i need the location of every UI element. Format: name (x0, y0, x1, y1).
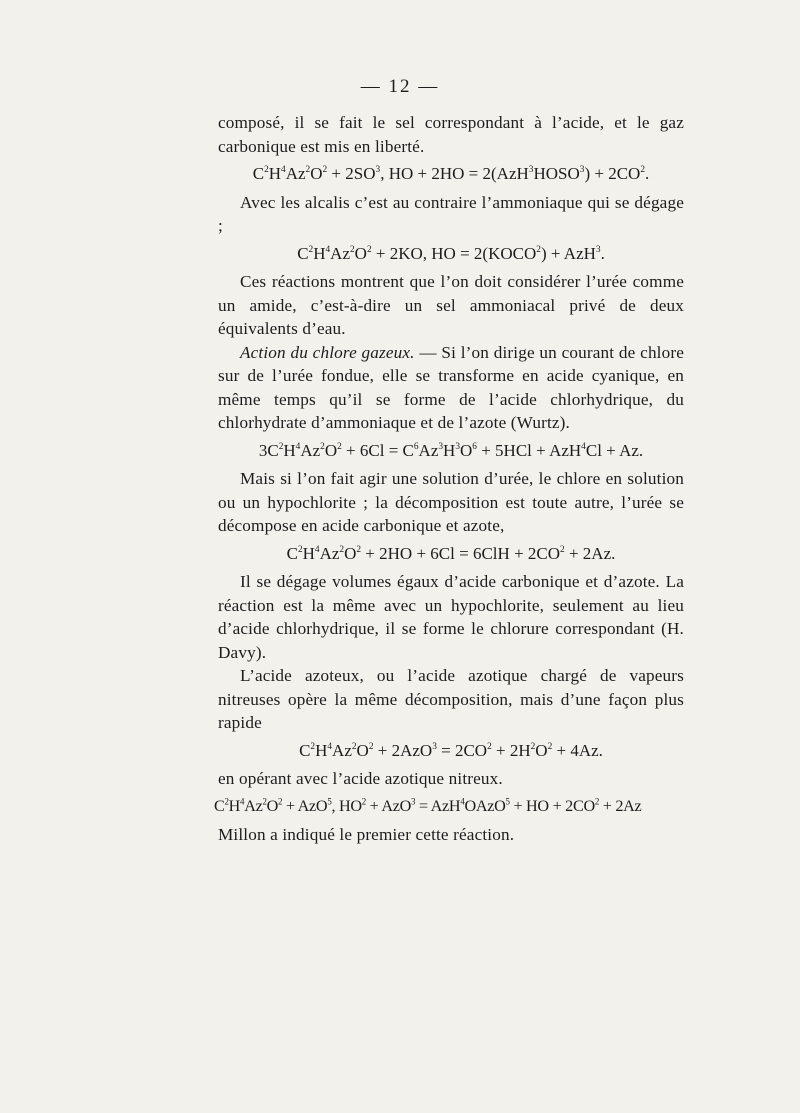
text-block (214, 111, 685, 847)
paragraph-7: L’acide azoteux, ou l’acide azotique chargé de vapeurs nitreuses opère la même décomposition, mais d’une façon plus rapide (218, 666, 684, 732)
paragraph-8: en opérant avec l’acide azotique nitreux. (218, 769, 503, 788)
paragraph-5: Mais si l’on fait agir une solution d’urée, le chlore en solution ou un hypochlorite ; la décomposition est toute autre, l’urée se décompose en acide carbonique et azote, (218, 469, 684, 535)
section-heading: Action du chlore gazeux. (240, 342, 415, 362)
equation-4: $C^2H^4Az^2O^2 + 2HO + 6Cl = 6ClH + 2CO^2 + 2Az$. (286, 543, 616, 563)
equation-3: $3C^2H^4Az^2O^2 + 6Cl = C^6Az^3H^3O^6 + 5HCl + AzH^4Cl + Az$. (258, 440, 644, 460)
paragraph-2: Avec les alcalis c’est au contraire l’ammoniaque qui se dégage ; (218, 192, 684, 235)
equation-1: $C^2H^4Az^2O^2 + 2SO^3$, HO + 2HO = 2(AzH$^3$HOSO$^3$) + $2CO^2$. (252, 164, 650, 183)
equation-5: $C^2H^4Az^2O^2 + 2AzO^3 = 2CO^2 + 2H^2O^2 + 4Az$. (299, 740, 603, 760)
page-number: — 12 — (360, 76, 440, 97)
paragraph-4 (218, 341, 684, 435)
paragraph-6: Il se dégage volumes égaux d’acide carbonique et d’azote. La réaction est la même avec un hypochlorite, seulement au lieu d’acide chlorhydrique, il se forme le chlorure correspondant (H. Davy). (218, 572, 684, 662)
paragraph-4-text: — Si l’on dirige un courant de chlore sur de l’urée fondue, elle se transforme en acide cyanique, en même temps qu’il se forme de l’acide chlorhydrique, du chlorhydrate d’ammoniaque et de l’azote (Wurtz). (218, 342, 685, 432)
paragraph-9: Millon a indiqué le premier cette réaction. (218, 825, 515, 844)
paragraph-1: composé, il se fait le sel correspondant à l’acide, et le gaz carbonique est mis en liberté. (218, 113, 684, 156)
equation-2: $C^2H^4Az^2O^2 + 2KO$, HO = 2(KOCO$^2$) + AzH$^3$. (297, 243, 605, 263)
paragraph-3: Ces réactions montrent que l’on doit considérer l’urée comme un amide, c’est-à-dire un sel ammoniacal privé de deux équivalents d’eau. (218, 272, 684, 338)
equation-6: $C^2H^4Az^2O^2 + AzO^5$, $HO^2 + AzO^3$ = AzH$^4$OAzO$^5$ + HO + $2CO^2 + 2Az$ (214, 795, 642, 815)
